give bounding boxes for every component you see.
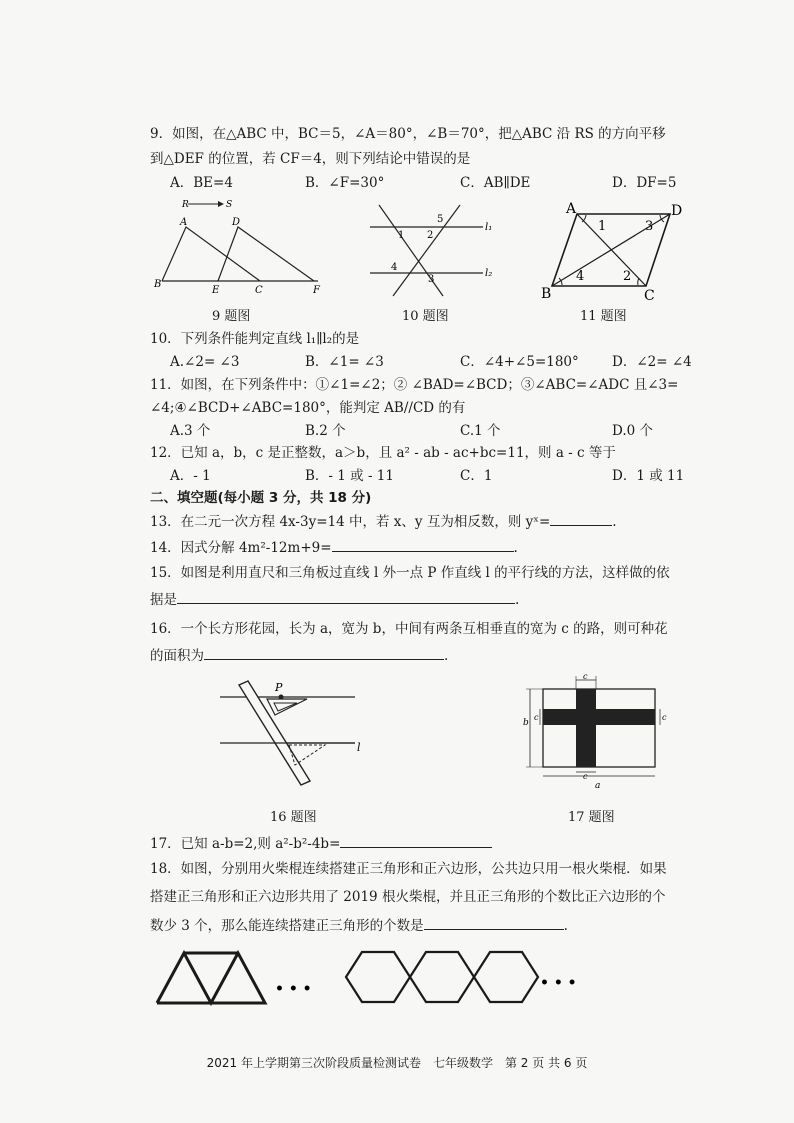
- fig17-label-c-top: c: [583, 672, 588, 681]
- fig10-label-l2: l₂: [485, 268, 493, 279]
- section-title-fill-in: 二、填空题(每小题 3 分，共 18 分): [150, 490, 372, 506]
- q14-text: 14．因式分解 4m²-12m+9=: [150, 540, 332, 556]
- fig11-label-b: B: [541, 286, 552, 300]
- figure-10-caption: 10 题图: [402, 309, 449, 324]
- q11-option-c: C.1 个: [460, 423, 501, 439]
- q10-option-c: C．∠4+∠5=180°: [460, 354, 579, 370]
- fig10-label-l1: l₁: [485, 222, 493, 233]
- q18-line3: [150, 916, 568, 935]
- q17-text: 17．已知 a-b=2,则 a²-b²-4b=: [150, 836, 341, 852]
- page-footer: 2021 年上学期第三次阶段质量检测试卷 七年级数学 第 2 页 共 6 页: [206, 1056, 588, 1070]
- fig16-label-l: l: [357, 741, 361, 754]
- fig9-label-r: R: [182, 200, 189, 210]
- fig9-label-b: B: [154, 279, 162, 290]
- fig9-label-f: F: [313, 285, 320, 295]
- fig17-label-c-bottom: c: [583, 772, 588, 781]
- q18-answer-blank[interactable]: [424, 916, 564, 930]
- q10-option-b: B．∠1= ∠3: [305, 354, 384, 370]
- q9-option-a: A．BE=4: [170, 175, 233, 191]
- q15-line1: 15．如图是利用直尺和三角板过直线 l 外一点 P 作直线 l 的平行线的方法，这样做的依: [150, 565, 670, 581]
- q13-answer-blank[interactable]: [550, 512, 612, 526]
- figure-16-caption: 16 题图: [270, 810, 317, 825]
- q11-option-b: B.2 个: [305, 423, 346, 439]
- q12-option-c: C．1: [460, 468, 493, 484]
- q11-line1: 11．如图，在下列条件中：①∠1=∠2；② ∠BAD=∠BCD；③∠ABC=∠ADC 且∠3=: [150, 377, 679, 393]
- q10-option-a: A.∠2= ∠3: [170, 354, 240, 370]
- q18-text: 数少 3 个，那么能连续搭建正三角形的个数是: [150, 918, 424, 934]
- q9-line1: 9．如图，在△ABC 中，BC＝5，∠A＝80°，∠B＝70°，把△ABC 沿 RS 的方向平移: [150, 126, 666, 142]
- q12-option-d: D．1 或 11: [612, 468, 685, 484]
- q13-text: 13．在二元一次方程 4x-3y=14 中，若 x、y 互为相反数，则 yˣ=: [150, 514, 551, 530]
- q11-option-d: D.0 个: [612, 423, 654, 439]
- q16-line1: 16．一个长方形花园，长为 a，宽为 b，中间有两条互相垂直的宽为 c 的路，则可种花: [150, 621, 668, 637]
- q9-option-d: D．DF=5: [612, 175, 677, 191]
- fig18-dots-left: • • •: [275, 981, 312, 997]
- q12-option-b: B．- 1 或 - 11: [305, 468, 394, 484]
- figure-11-caption: 11 题图: [580, 309, 627, 324]
- figure-11: [540, 200, 690, 300]
- fig11-label-2: 2: [623, 269, 632, 284]
- q16-end: .: [444, 648, 449, 664]
- q17-answer-blank[interactable]: [340, 834, 492, 848]
- q15-line2: [150, 590, 519, 609]
- fig10-label-1: 1: [398, 230, 405, 241]
- figure-9-caption: 9 题图: [212, 309, 251, 324]
- q9-option-b: B．∠F=30°: [305, 175, 385, 191]
- fig11-label-1: 1: [598, 219, 607, 234]
- q18-line1: 18．如图，分别用火柴棍连续搭建正三角形和正六边形，公共边只用一根火柴棍．如果: [150, 861, 667, 877]
- q13-line: [150, 512, 617, 531]
- fig9-label-a: A: [180, 217, 188, 228]
- fig10-label-2: 2: [427, 230, 434, 241]
- fig17-label-a: a: [595, 781, 601, 791]
- fig11-label-4: 4: [576, 269, 585, 284]
- fig17-label-c-right: c: [662, 713, 667, 722]
- fig10-label-3: 3: [428, 274, 435, 285]
- figure-18: [150, 935, 600, 1015]
- fig11-label-3: 3: [645, 219, 654, 234]
- fig9-label-c: C: [255, 285, 263, 295]
- fig17-label-b: b: [523, 718, 529, 728]
- q15-text: 据是: [150, 592, 177, 608]
- figure-10: [365, 200, 505, 300]
- figure-17-caption: 17 题图: [568, 810, 615, 825]
- figure-17: [510, 672, 680, 792]
- q12-text: 12．已知 a，b，c 是正整数，a＞b，且 a² - ab - ac+bc=11，则 a - c 等于: [150, 445, 616, 461]
- q14-line: [150, 538, 518, 557]
- fig10-label-4: 4: [391, 262, 398, 273]
- fig17-label-c-left: c: [534, 713, 539, 722]
- fig11-label-c: C: [644, 288, 655, 300]
- q14-answer-blank[interactable]: [332, 538, 514, 552]
- q10-option-d: D．∠2= ∠4: [612, 354, 692, 370]
- q15-answer-blank[interactable]: [177, 590, 515, 604]
- q10-text: 10．下列条件能判定直线 l₁∥l₂的是: [150, 331, 360, 347]
- figure-9: [150, 195, 330, 295]
- q17-line: [150, 834, 492, 853]
- fig11-label-a: A: [566, 201, 577, 217]
- q11-option-a: A.3 个: [170, 423, 211, 439]
- fig9-label-s: S: [226, 200, 233, 210]
- q15-end: .: [515, 592, 520, 608]
- q9-option-c: C．AB∥DE: [460, 175, 531, 191]
- q13-end: .: [612, 514, 617, 530]
- fig16-label-p: P: [275, 681, 283, 694]
- fig9-label-e: E: [212, 285, 220, 295]
- q16-line2: [150, 646, 448, 665]
- figure-16: [215, 675, 380, 795]
- q12-option-a: A．- 1: [170, 468, 211, 484]
- q9-line2: 到△DEF 的位置，若 CF＝4，则下列结论中错误的是: [150, 151, 471, 167]
- q16-text: 的面积为: [150, 648, 204, 664]
- fig11-label-d: D: [671, 203, 683, 219]
- fig9-label-d: D: [232, 217, 241, 228]
- fig18-dots-right: • • •: [540, 975, 577, 991]
- fig10-label-5: 5: [437, 214, 444, 225]
- q11-line2: ∠4;④∠BCD+∠ABC=180°，能判定 AB//CD 的有: [150, 400, 466, 416]
- q14-end: .: [513, 540, 518, 556]
- q18-end: .: [563, 918, 568, 934]
- q18-line2: 搭建正三角形和正六边形共用了 2019 根火柴棍，并且正三角形的个数比正六边形的个: [150, 889, 666, 905]
- q16-answer-blank[interactable]: [204, 646, 444, 660]
